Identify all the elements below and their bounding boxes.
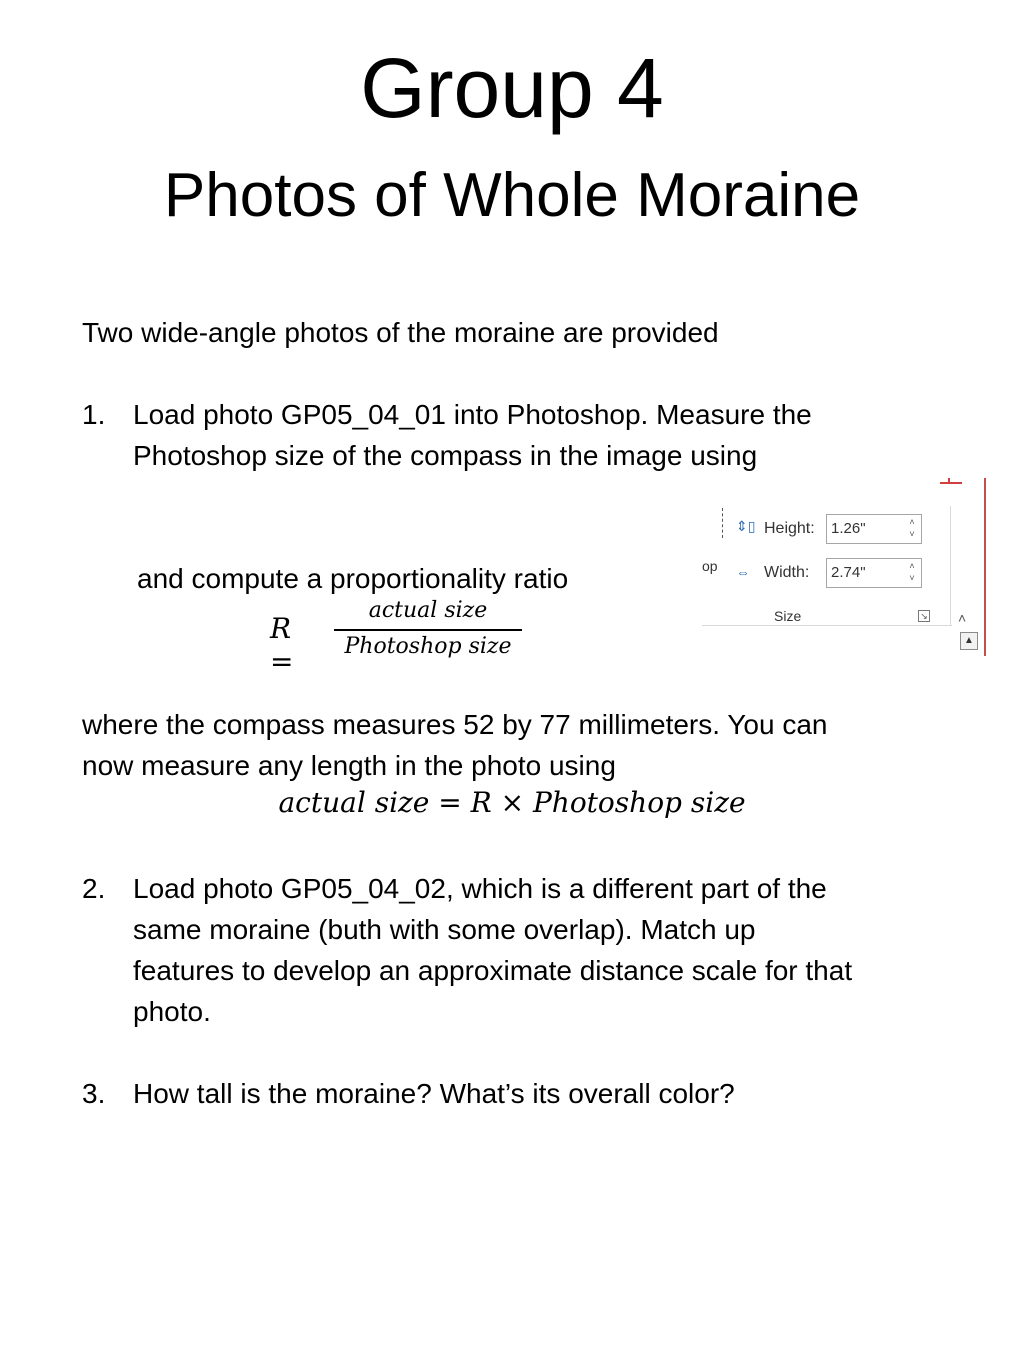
step1-number: 1. <box>82 399 106 430</box>
dialog-launcher-icon[interactable]: ↘ <box>918 610 930 622</box>
step2-line2: same moraine (buth with some overlap). Match up <box>133 914 756 945</box>
actual-size-formula: actual size = R × Photoshop size <box>278 786 746 819</box>
step2-line3: features to develop an approximate distance scale for that <box>133 955 853 986</box>
where-line2: now measure any length in the photo using <box>82 750 616 781</box>
ribbon-right-border <box>984 478 986 656</box>
step2-number: 2. <box>82 873 106 904</box>
scroll-up-button[interactable]: ▲ <box>960 632 978 650</box>
ribbon-separator <box>950 506 951 626</box>
step3-text: How tall is the moraine? What’s its overall color? <box>133 1078 735 1109</box>
height-icon: ⇕▯ <box>736 518 756 534</box>
step2-line4: photo. <box>133 996 211 1027</box>
intro-text: Two wide-angle photos of the moraine are provided <box>82 317 719 348</box>
crop-label-fragment: op <box>702 558 718 574</box>
width-label: Width: <box>764 564 810 581</box>
height-label: Height: <box>764 520 815 537</box>
height-input[interactable] <box>826 514 922 544</box>
width-input[interactable] <box>826 558 922 588</box>
step1-line1: Load photo GP05_04_01 into Photoshop. Measure the <box>133 399 812 430</box>
ribbon-red-mark-tick <box>948 478 950 484</box>
size-group-label: Size <box>774 608 802 624</box>
width-icon: ⇔ <box>736 564 750 580</box>
collapse-ribbon-icon[interactable]: ˄ <box>958 610 967 626</box>
ribbon-size-group <box>702 478 988 656</box>
slide-title: Group 4 <box>360 41 664 135</box>
height-value: 1.26" <box>831 520 866 537</box>
ribbon-red-mark <box>940 482 962 484</box>
step3-number: 3. <box>82 1078 106 1109</box>
ribbon-bottom-line <box>702 625 952 626</box>
slide-subtitle: Photos of Whole Moraine <box>163 161 861 230</box>
width-value: 2.74" <box>831 564 866 581</box>
width-spinner[interactable]: ˄ ˅ <box>909 561 915 583</box>
crop-icon[interactable] <box>704 508 723 538</box>
ratio-numerator: actual size <box>368 598 488 623</box>
height-spinner[interactable]: ˄ ˅ <box>909 517 915 539</box>
ratio-denominator: Photoshop size <box>344 634 512 659</box>
fraction-bar <box>334 629 522 631</box>
ratio-lhs: R = <box>270 612 294 678</box>
step2-line1: Load photo GP05_04_02, which is a different part of the <box>133 873 827 904</box>
where-line1: where the compass measures 52 by 77 millimeters. You can <box>82 709 828 740</box>
step1-line2: Photoshop size of the compass in the image using <box>133 440 758 471</box>
compute-text: and compute a proportionality ratio <box>137 563 569 594</box>
